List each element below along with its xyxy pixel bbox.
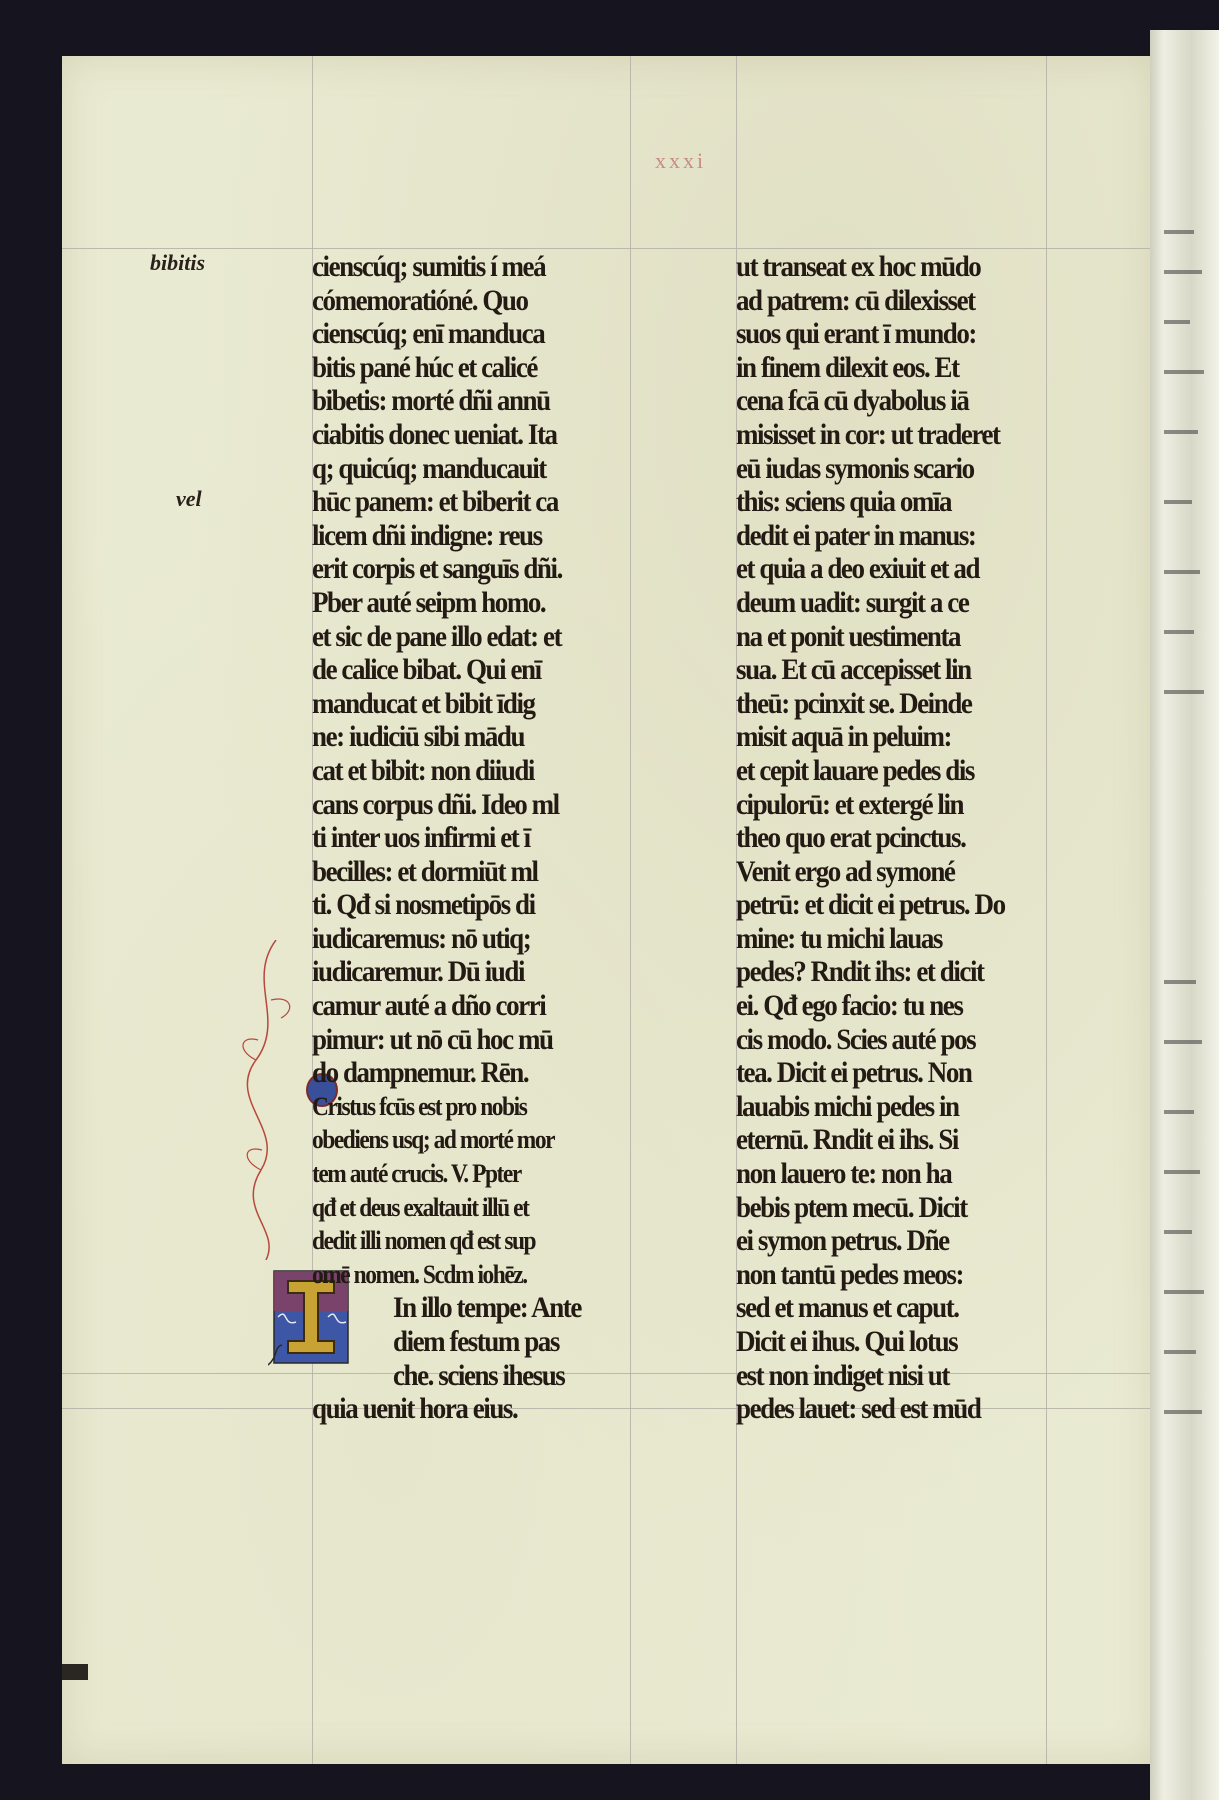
text-line: erit corpis et sanguīs dñi.	[312, 552, 562, 586]
ruling-line	[630, 56, 631, 1764]
text-line: becilles: et dormiūt ml	[312, 854, 538, 888]
text-line: cena fcā cū dyabolus iā	[736, 384, 969, 418]
text-line: mine: tu michi lauas	[736, 921, 942, 955]
text-line: Pber auté seipm homo.	[312, 585, 546, 619]
binding-tab	[62, 1664, 88, 1680]
text-column-left	[312, 250, 611, 1426]
text-line: pedes? Rndit ihs: et dicit	[736, 955, 984, 989]
text-line: che. sciens ihesus	[393, 1358, 565, 1392]
margin-gloss: bibitis	[150, 250, 206, 275]
text-line: ei. Qđ ego facio: tu nes	[736, 989, 963, 1023]
text-line: cipulorū: et extergé lin	[736, 787, 964, 821]
text-line: this: sciens quia omīa	[736, 485, 952, 519]
text-line: lauabis michi pedes in	[736, 1089, 959, 1123]
text-line: cat et bibit: non diiudi	[312, 753, 535, 787]
text-line: sua. Et cū accepisset lin	[736, 653, 971, 687]
text-line: do dampnemur. Rēn.	[312, 1056, 529, 1090]
text-line: petrū: et dicit ei petrus. Do	[736, 888, 1005, 922]
text-line: bebis ptem mecū. Dicit	[736, 1190, 967, 1224]
text-line: cis modo. Scies auté pos	[736, 1022, 976, 1056]
text-line: pedes lauet: sed est mūd	[736, 1392, 981, 1426]
text-line: Venit ergo ad symoné	[736, 854, 955, 888]
text-line: misisset in cor: ut traderet	[736, 417, 1000, 451]
text-line: omē nomen. Scdm iohēz.	[312, 1259, 527, 1289]
text-line: q; quicúq; manducauit	[312, 451, 546, 485]
penwork-flourish	[236, 940, 300, 1260]
text-line: ne: iudiciū sibi mādu	[312, 720, 525, 754]
text-line: non tantū pedes meos:	[736, 1257, 964, 1291]
text-line: theo quo erat pcinctus.	[736, 821, 966, 855]
text-line: de calice bibat. Qui enī	[312, 653, 541, 687]
text-line: ut transeat ex hoc mūdo	[736, 250, 981, 283]
text-line: cienscúq; enī manduca	[312, 317, 545, 351]
text-line: Dicit ei ihus. Qui lotus	[736, 1325, 958, 1358]
text-line: ti inter uos infirmi et ī	[312, 821, 530, 855]
text-line: quia uenit hora eius.	[312, 1392, 518, 1426]
text-line: dedit ei pater in manus:	[736, 518, 976, 552]
text-line: ti. Qđ si nosmetipōs di	[312, 888, 535, 922]
text-line: suos qui erant ī mundo:	[736, 317, 976, 351]
text-line: na et ponit uestimenta	[736, 619, 961, 653]
text-line: est non indiget nisi ut	[736, 1358, 949, 1392]
text-line: cómemoratióné. Quo	[312, 283, 528, 317]
text-line: camur auté a dño corri	[312, 989, 546, 1023]
text-line: tea. Dicit ei petrus. Non	[736, 1056, 972, 1090]
text-column-right	[736, 250, 1035, 1426]
ruling-line	[62, 248, 1150, 249]
text-line: Cristus fcūs est pro nobis	[312, 1091, 527, 1121]
text-line: theū: pcinxit se. Deinde	[736, 686, 972, 720]
text-line: hūc panem: et biberit ca	[312, 485, 558, 519]
text-line: pimur: ut nō cū hoc mū	[312, 1022, 553, 1056]
text-line: misit aquā in peluim:	[736, 720, 952, 754]
facing-page-edge	[1150, 30, 1219, 1800]
text-line: iudicaremus: nō utiq;	[312, 921, 531, 955]
text-line: bibetis: morté dñi annū	[312, 384, 550, 418]
text-line: non lauero te: non ha	[736, 1157, 952, 1191]
text-line: ciabitis donec ueniat. Ita	[312, 417, 557, 451]
margin-gloss: vel	[176, 486, 202, 511]
text-line: ei symon petrus. Dñe	[736, 1224, 949, 1258]
text-line: in finem dilexit eos. Et	[736, 350, 959, 384]
text-line: diem festum pas	[393, 1325, 559, 1358]
text-line: licem dñi indigne: reus	[312, 518, 542, 552]
text-line: cienscúq; sumitis í meá	[312, 250, 546, 283]
ruling-line	[1046, 56, 1047, 1764]
text-line: manducat et bibit īdig	[312, 686, 535, 720]
text-line: qđ et deus exaltauit illū et	[312, 1192, 529, 1222]
text-line: eū iudas symonis scario	[736, 451, 974, 485]
text-line: deum uadit: surgit a ce	[736, 585, 969, 619]
text-line: eternū. Rndit ei ihs. Si	[736, 1123, 958, 1157]
text-line: et sic de pane illo edat: et	[312, 619, 562, 653]
text-line: bitis pané húc et calicé	[312, 350, 537, 384]
text-line: ad patrem: cū dilexisset	[736, 283, 975, 317]
text-line: et cepit lauare pedes dis	[736, 753, 974, 787]
text-line: sed et manus et caput.	[736, 1291, 959, 1325]
text-line: et quia a deo exiuit et ad	[736, 552, 980, 586]
text-line: tem auté crucis. V. Ppter	[312, 1159, 521, 1189]
folio-number: xxxi	[655, 148, 707, 173]
text-line: obediens usq; ad morté mor	[312, 1125, 555, 1155]
text-line: cans corpus dñi. Ideo ml	[312, 787, 559, 821]
text-line: dedit illi nomen qđ est sup	[312, 1226, 536, 1256]
text-line: iudicaremur. Dū iudi	[312, 955, 525, 989]
text-line: In illo tempe: Ante	[393, 1291, 581, 1325]
